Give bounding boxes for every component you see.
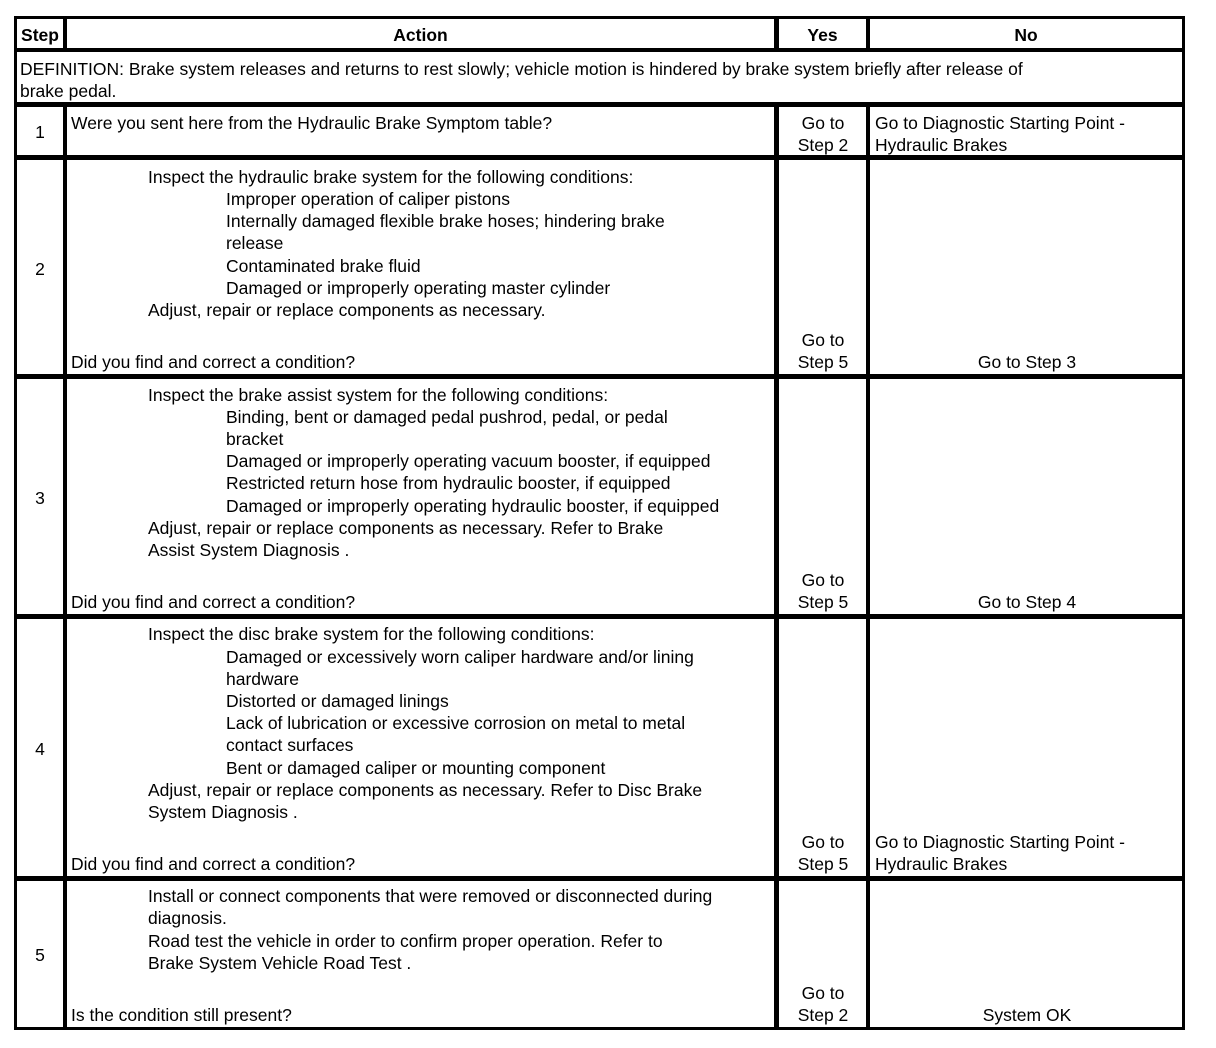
border-left (14, 16, 17, 1030)
border-no-col (866, 104, 870, 1030)
yes-text: Go to (801, 983, 845, 1003)
condition-item: Damaged or excessively worn caliper hardware and/or lining (226, 647, 694, 667)
action-text: diagnosis. (148, 908, 227, 928)
definition-text: DEFINITION: Brake system releases and returns to rest slowly; vehicle motion is hindered by brake system briefly after release of (20, 59, 1023, 79)
action-question: Were you sent here from the Hydraulic Brake Symptom table? (71, 113, 553, 133)
action-adjust: Adjust, repair or replace components as necessary. Refer to Brake (148, 518, 664, 538)
action-adjust: Assist System Diagnosis . (148, 540, 350, 560)
action-intro: Inspect the hydraulic brake system for the following conditions: (148, 167, 634, 187)
action-text: Brake System Vehicle Road Test . (148, 953, 412, 973)
condition-item: Damaged or improperly operating master cylinder (226, 278, 611, 298)
no-text: Go to Diagnostic Starting Point - (875, 832, 1125, 852)
yes-text: Step 5 (797, 854, 849, 874)
border-header (14, 48, 1185, 52)
border-row2 (14, 374, 1185, 379)
no-text: Hydraulic Brakes (875, 135, 1008, 155)
condition-item: Internally damaged flexible brake hoses; hindering brake (226, 211, 665, 231)
yes-text: Step 2 (797, 135, 849, 155)
condition-item: hardware (226, 669, 299, 689)
action-adjust: System Diagnosis . (148, 802, 298, 822)
action-text: Install or connect components that were removed or disconnected during (148, 886, 713, 906)
border-bottom (14, 1027, 1185, 1030)
border-definition (14, 102, 1185, 107)
yes-text: Step 5 (797, 592, 849, 612)
action-intro: Inspect the brake assist system for the following conditions: (148, 385, 609, 405)
condition-item: Binding, bent or damaged pedal pushrod, pedal, or pedal (226, 407, 668, 427)
action-question: Did you find and correct a condition? (71, 352, 356, 372)
action-adjust: Adjust, repair or replace components as necessary. (148, 300, 546, 320)
border-row1 (14, 155, 1185, 160)
no-text: Hydraulic Brakes (875, 854, 1008, 874)
yes-text: Step 5 (797, 352, 849, 372)
yes-text: Go to (801, 330, 845, 350)
condition-item: release (226, 233, 284, 253)
condition-item: bracket (226, 429, 284, 449)
border-yes-col (774, 104, 779, 1030)
border-top (14, 16, 1185, 19)
header-action: Action (393, 25, 448, 45)
condition-item: Lack of lubrication or excessive corrosion on metal to metal (226, 713, 686, 733)
definition-text: brake pedal. (20, 81, 117, 101)
border-right (1182, 16, 1185, 1030)
condition-item: Damaged or improperly operating hydraulic booster, if equipped (226, 496, 720, 516)
step-number: 2 (35, 259, 45, 279)
yes-text: Go to (801, 832, 845, 852)
action-intro: Inspect the disc brake system for the following conditions: (148, 624, 595, 644)
condition-item: contact surfaces (226, 735, 354, 755)
action-question: Did you find and correct a condition? (71, 854, 356, 874)
action-text: Road test the vehicle in order to confirm proper operation. Refer to (148, 931, 663, 951)
border-step-col (63, 104, 67, 1030)
header-step: Step (21, 25, 59, 45)
border-row3 (14, 614, 1185, 619)
condition-item: Bent or damaged caliper or mounting component (226, 758, 606, 778)
border-row4 (14, 876, 1185, 881)
no-text: System OK (982, 1005, 1072, 1025)
no-text: Go to Step 4 (977, 592, 1077, 612)
condition-item: Distorted or damaged linings (226, 691, 449, 711)
no-text: Go to Step 3 (977, 352, 1077, 372)
step-number: 1 (35, 122, 45, 142)
condition-item: Improper operation of caliper pistons (226, 189, 511, 209)
action-question: Did you find and correct a condition? (71, 592, 356, 612)
yes-text: Go to (801, 113, 845, 133)
condition-item: Restricted return hose from hydraulic booster, if equipped (226, 473, 671, 493)
yes-text: Go to (801, 570, 845, 590)
action-question: Is the condition still present? (71, 1005, 292, 1025)
header-no: No (1014, 25, 1038, 45)
step-number: 3 (35, 488, 45, 508)
header-yes: Yes (807, 25, 838, 45)
condition-item: Contaminated brake fluid (226, 256, 421, 276)
condition-item: Damaged or improperly operating vacuum booster, if equipped (226, 451, 711, 471)
step-number: 5 (35, 945, 45, 965)
yes-text: Step 2 (797, 1005, 849, 1025)
action-adjust: Adjust, repair or replace components as necessary. Refer to Disc Brake (148, 780, 703, 800)
step-number: 4 (35, 739, 45, 759)
no-text: Go to Diagnostic Starting Point - (875, 113, 1125, 133)
